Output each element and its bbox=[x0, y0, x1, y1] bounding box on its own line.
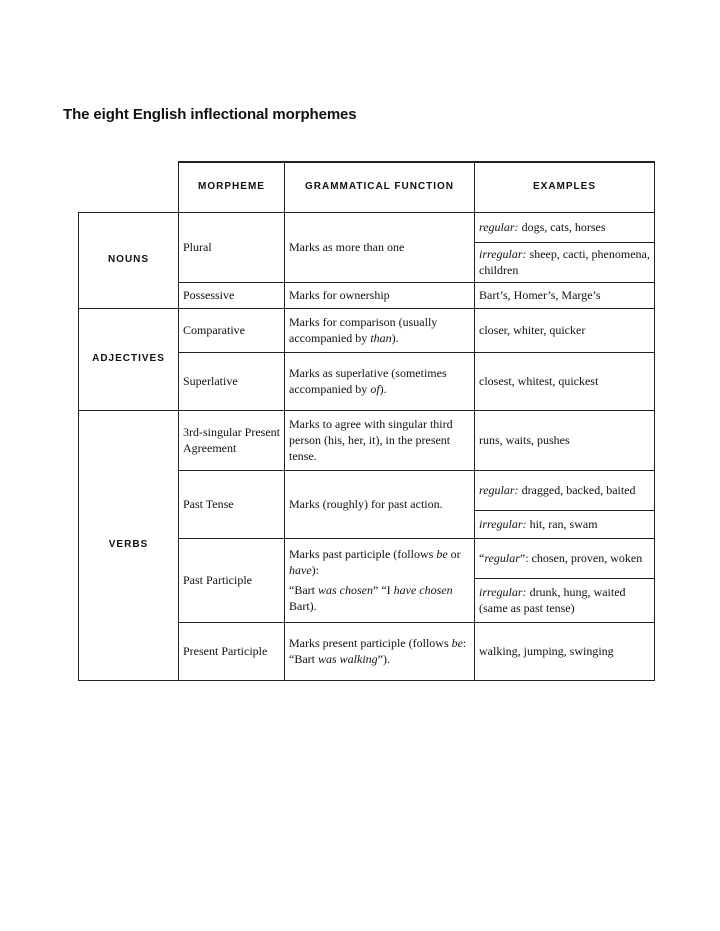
category-verbs: VERBS bbox=[79, 410, 179, 680]
function-cell: Marks to agree with singular third person (his, her, it), in the present tense. bbox=[285, 410, 475, 470]
page-title: The eight English inflectional morphemes bbox=[63, 106, 357, 123]
example-cell: runs, waits, pushes bbox=[475, 410, 655, 470]
function-cell: Marks present participle (follows be: “Bart was walking”). bbox=[285, 622, 475, 680]
example-cell: Bart’s, Homer’s, Marge’s bbox=[475, 282, 655, 308]
morpheme-cell: Past Participle bbox=[179, 538, 285, 622]
morpheme-cell: Present Participle bbox=[179, 622, 285, 680]
table-row bbox=[79, 212, 655, 242]
header-row bbox=[79, 162, 655, 212]
function-cell: Marks past participle (follows be or have): “Bart was chosen” “I have chosen Bart). bbox=[285, 538, 475, 622]
example-cell: closer, whiter, quicker bbox=[475, 308, 655, 352]
example-cell: closest, whitest, quickest bbox=[475, 352, 655, 410]
function-cell: Marks for comparison (usually accompanied by than). bbox=[285, 308, 475, 352]
example-cell: irregular: drunk, hung, waited (same as past tense) bbox=[475, 578, 655, 622]
table-row bbox=[79, 308, 655, 352]
morphemes-table bbox=[78, 161, 655, 681]
morpheme-cell: Comparative bbox=[179, 308, 285, 352]
category-nouns: NOUNS bbox=[79, 212, 179, 308]
header-examples: EXAMPLES bbox=[475, 162, 655, 212]
morpheme-cell: Possessive bbox=[179, 282, 285, 308]
example-cell: irregular: sheep, cacti, phenomena, children bbox=[475, 242, 655, 282]
example-cell: “regular”: chosen, proven, woken bbox=[475, 538, 655, 578]
header-morpheme: MORPHEME bbox=[179, 162, 285, 212]
table-row bbox=[79, 410, 655, 470]
function-cell: Marks as superlative (sometimes accompanied by of). bbox=[285, 352, 475, 410]
category-adjectives: ADJECTIVES bbox=[79, 308, 179, 410]
morpheme-cell: Past Tense bbox=[179, 470, 285, 538]
example-cell: walking, jumping, swinging bbox=[475, 622, 655, 680]
header-grammatical-function: GRAMMATICAL FUNCTION bbox=[285, 162, 475, 212]
example-cell: regular: dragged, backed, baited bbox=[475, 470, 655, 510]
morpheme-cell: 3rd-singular Present Agreement bbox=[179, 410, 285, 470]
example-cell: regular: dogs, cats, horses bbox=[475, 212, 655, 242]
morpheme-cell: Plural bbox=[179, 212, 285, 282]
function-cell: Marks for ownership bbox=[285, 282, 475, 308]
function-cell: Marks (roughly) for past action. bbox=[285, 470, 475, 538]
morpheme-cell: Superlative bbox=[179, 352, 285, 410]
example-cell: irregular: hit, ran, swam bbox=[475, 510, 655, 538]
function-cell: Marks as more than one bbox=[285, 212, 475, 282]
past-participle-example-note: “Bart was chosen” “I have chosen Bart). bbox=[289, 583, 453, 613]
header-blank-cell bbox=[79, 162, 179, 212]
